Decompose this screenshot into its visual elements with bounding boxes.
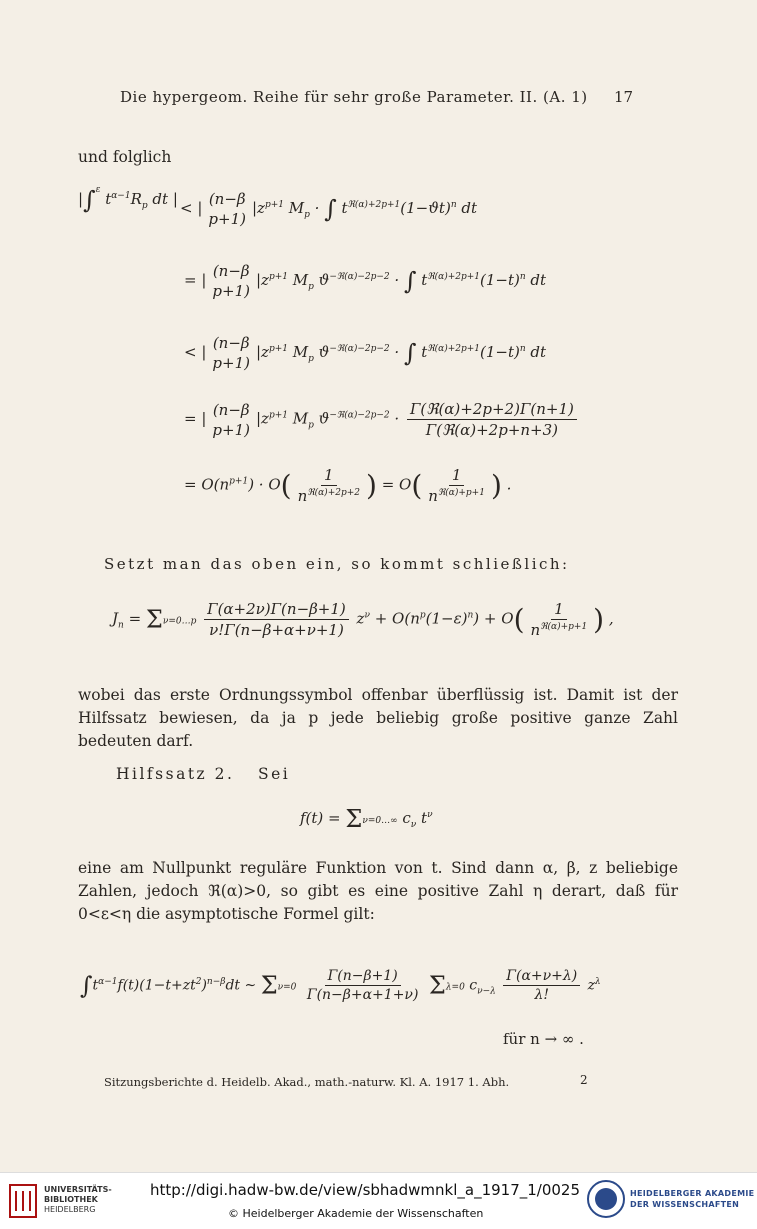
paragraph-wobei: wobei das erste Ordnungssymbol offenbar überflüssig ist. Damit ist der Hilfssatz bewiesen, da ja p jede beliebig große positive ganze Zahl bedeuten darf. <box>78 686 678 750</box>
footer-series: Sitzungsberichte d. Heidelb. Akad., math.-naturw. Kl. A. 1917 1. Abh. <box>104 1075 510 1089</box>
equation-asymptotic: $\int t^{\alpha-1}f(t)(1-t+zt^2)^{n-\beta}dt$ ∼ Σν=0 $\frac{\Gamma(n-\beta+1)}{\Gamma(n-\beta+\alpha+1+\nu)}$ Σλ=0 $c_{\nu-\lambda}$ $\frac{\Gamma(\alpha+\nu+\lambda)}{\lambda!}$ $z^\lambda$ <box>80 968 601 1003</box>
academy-name: HEIDELBERGER AKADEMIE DER WISSENSCHAFTEN <box>630 1189 755 1209</box>
paragraph-eine: eine am Nullpunkt reguläre Funktion von t. Sind dann α, β, z beliebige Zahlen, jedoch ℜ(α)>0, so gibt es eine positive Zahl η derart, daß für 0<ε<η die asymptotische Formel gilt: <box>78 859 678 923</box>
footer-sheet-number: 2 <box>580 1073 588 1087</box>
equation-jn: $J_n$ = Σν=0…p $\frac{\Gamma(\alpha+2\nu)\Gamma(n-\beta+1)}{\nu!\Gamma(n-\beta+\alpha+\nu+1)}$ $z^\nu + O(n^p(1-\varepsilon)^n) + O$( $\frac{1}{n^{ℜ(\alpha)+p+1}}$ ) , <box>112 600 614 639</box>
equation-line-3: < | (n−β p+1) $|z^{p+1}$ $M_p$ $ϑ^{-ℜ(\alpha)-2p-2}$ · ∫ $t^{ℜ(\alpha)+2p+1}(1-t)^n$ dt <box>184 334 547 372</box>
university-library-name: UNIVERSITÄTS- BIBLIOTHEK HEIDELBERG <box>44 1185 112 1214</box>
copyright-notice: © Heidelberger Akademie der Wissenschaften <box>228 1207 484 1220</box>
equation-line-2: = | (n−β p+1) $|z^{p+1}$ $M_p$ $ϑ^{-ℜ(\alpha)-2p-2}$ · ∫ $t^{ℜ(\alpha)+2p+1}(1-t)^n$ dt <box>184 262 547 300</box>
permalink-url[interactable]: http://digi.hadw-bw.de/view/sbhadwmnkl_a_1917_1/0025 <box>150 1181 581 1199</box>
paragraph-setzt: Setzt man das oben ein, so kommt schließlich: <box>104 555 570 573</box>
equation-f: f(t) = Σν=0…∞ $c_\nu$ $t^\nu$ <box>300 805 433 833</box>
page-number: 17 <box>614 88 634 106</box>
equation-tail: für n → ∞ . <box>503 1030 584 1048</box>
equation-line-4: = | (n−β p+1) $|z^{p+1}$ $M_p$ $ϑ^{-ℜ(\alpha)-2p-2}$ · $\frac{\text{Γ(ℜ(α)+2p+2)Γ(n+1)}}{\text{Γ(ℜ(α)+2p+n+3)}}$ <box>184 400 580 439</box>
university-library-logo-icon <box>8 1181 38 1225</box>
intro-text: und folglich <box>78 148 172 166</box>
lemma-title: Hilfssatz 2. <box>116 765 235 783</box>
equation-line-5: = $O(n^{p+1}) \cdot O$( $\frac{1}{n^{ℜ(\alpha)+2p+2}}$ ) = O( $\frac{1}{n^{ℜ(\alpha)+p+1}}$ ) . <box>184 466 512 505</box>
viewer-bottom-bar <box>0 1172 757 1229</box>
lemma-sei: Sei <box>258 765 291 783</box>
academy-seal-icon <box>586 1179 626 1223</box>
running-title: Die hypergeom. Reihe für sehr große Parameter. II. (A. 1) <box>120 88 588 106</box>
equation-line-1: < | (n−β p+1) $|z^{p+1}$ $M_p$ · ∫ $t^{ℜ(\alpha)+2p+1}(1-ϑt)^n$ dt <box>180 190 478 228</box>
equation-lhs: |∫$^\varepsilon$ $t^{\alpha-1}R_p$ dt | <box>78 185 178 214</box>
